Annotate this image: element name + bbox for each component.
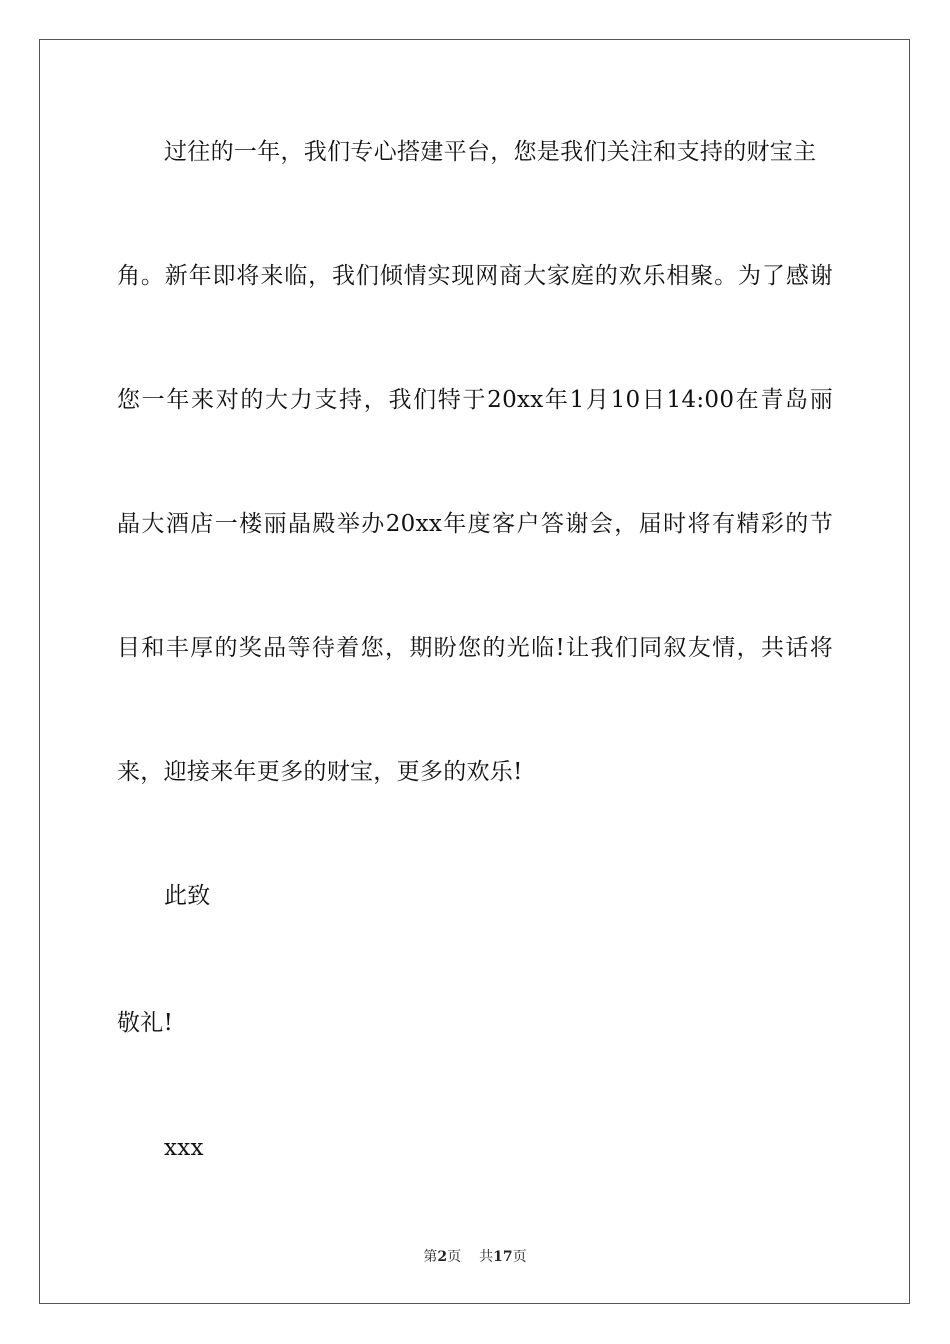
paragraph-line-6: 来，迎接来年更多的财宝，更多的欢乐! bbox=[117, 759, 523, 785]
page-footer bbox=[0, 1248, 950, 1266]
paragraph-line-4: 晶大酒店一楼丽晶殿举办20xx年度客户答谢会，届时将有精彩的节 bbox=[117, 511, 833, 537]
paragraph-line-1: 过往的一年，我们专心搭建平台，您是我们关注和支持的财宝主 bbox=[164, 139, 817, 165]
page-unit: 页 bbox=[447, 1249, 462, 1265]
page-border bbox=[39, 39, 910, 1304]
total-prefix: 共 bbox=[479, 1249, 494, 1265]
signature: xxx bbox=[164, 1135, 204, 1161]
paragraph-line-5: 目和丰厚的奖品等待着您，期盼您的光临!让我们同叙友情，共话将 bbox=[117, 635, 833, 661]
closing-phrase: 此致 bbox=[164, 883, 211, 909]
salutation: 敬礼! bbox=[117, 1010, 174, 1036]
total-unit: 页 bbox=[512, 1249, 527, 1265]
page-prefix: 第 bbox=[423, 1249, 438, 1265]
paragraph-line-3: 您一年来对的大力支持，我们特于20xx年1月10日14:00在青岛丽 bbox=[117, 387, 833, 413]
total-pages: 17 bbox=[493, 1249, 513, 1265]
page-number: 2 bbox=[437, 1249, 448, 1265]
paragraph-line-2: 角。新年即将来临，我们倾情实现网商大家庭的欢乐相聚。为了感谢 bbox=[117, 263, 833, 289]
